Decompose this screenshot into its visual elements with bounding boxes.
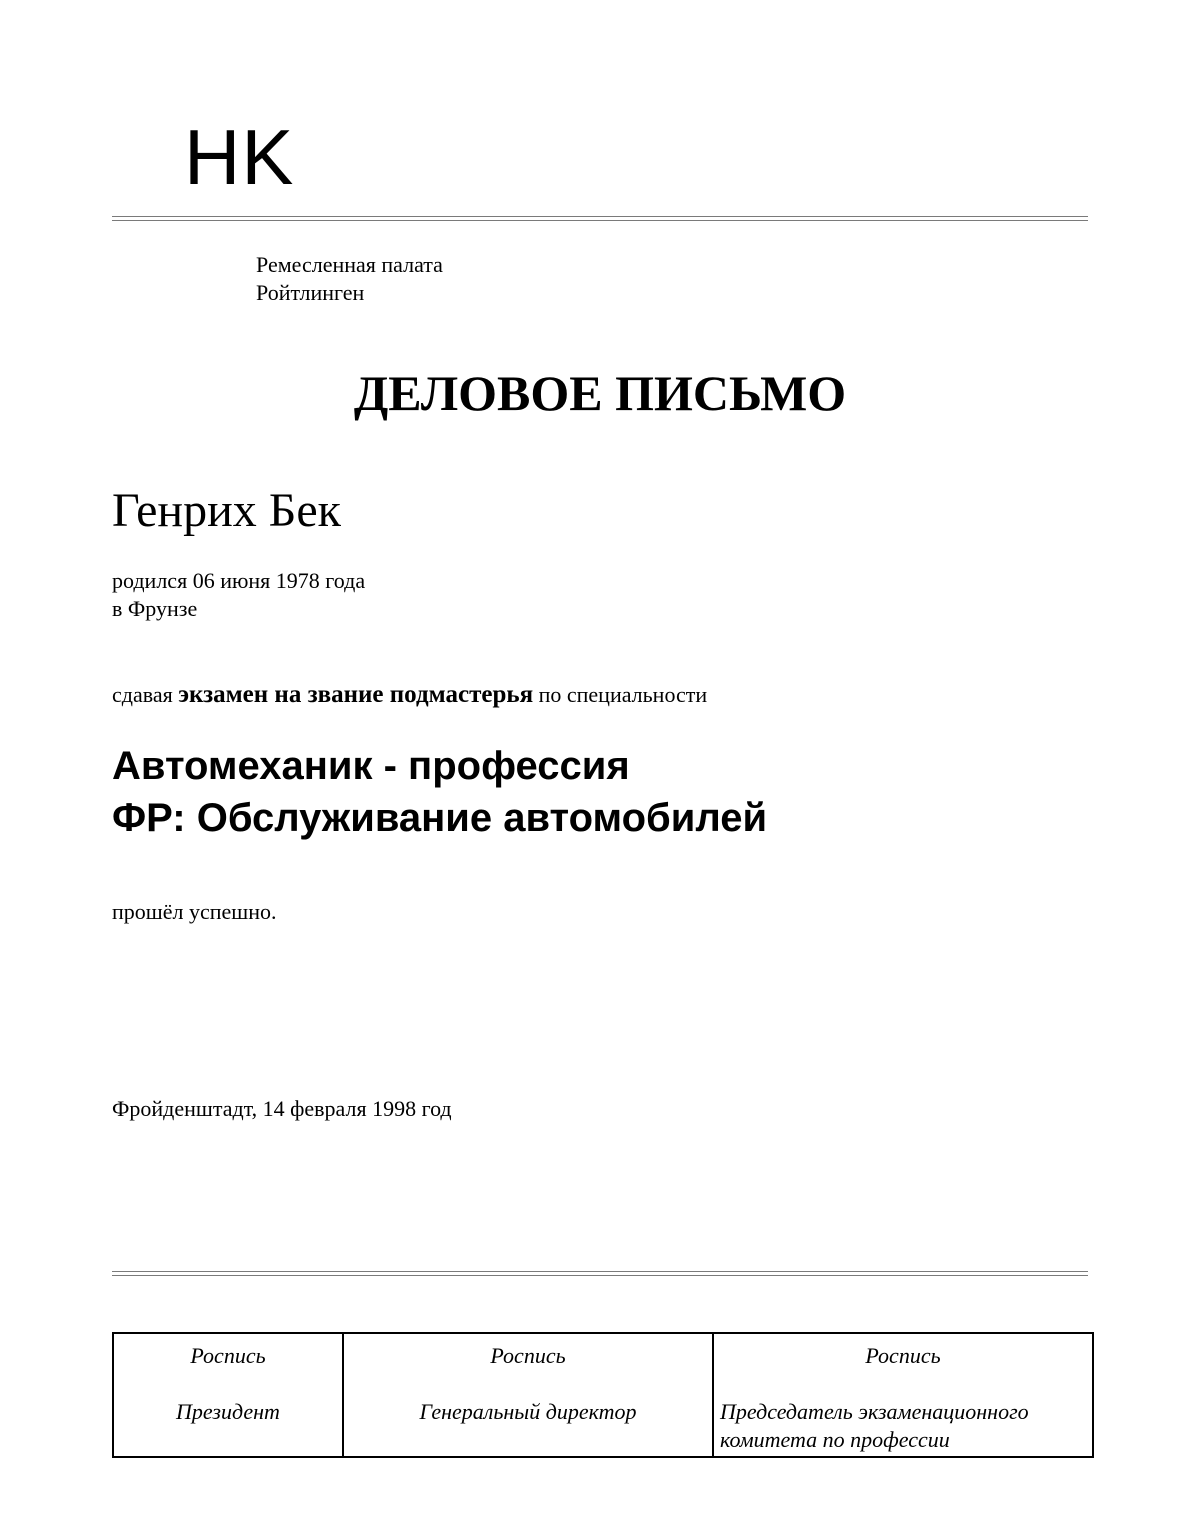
- organization-line-1: Ремесленная палата: [256, 252, 443, 277]
- exam-statement: [112, 680, 707, 710]
- signature-cell-chairman: [713, 1333, 1093, 1457]
- signature-cell-president: [113, 1333, 343, 1457]
- exam-title: экзамен на звание подмастерья: [178, 681, 534, 708]
- birth-place: в Фрунзе: [112, 596, 198, 621]
- signature-caption: Роспись: [190, 1343, 266, 1368]
- birth-info: [112, 567, 365, 623]
- profession-specialization: ФР: Обслуживание автомобилей: [112, 796, 768, 840]
- exam-prefix: сдавая: [112, 682, 179, 707]
- place-and-date: Фройденштадт, 14 февраля 1998 год: [112, 1096, 452, 1121]
- signature-cell-director: [343, 1333, 713, 1457]
- signature-row: [113, 1333, 1093, 1457]
- header-divider: [112, 216, 1088, 221]
- footer-divider: [112, 1271, 1088, 1276]
- signature-table: [112, 1332, 1094, 1458]
- signature-role: Президент: [176, 1399, 280, 1424]
- document-title: ДЕЛОВОЕ ПИСЬМО: [353, 365, 847, 421]
- organization-line-2: Ройтлинген: [256, 280, 365, 305]
- profession-name: Автомеханик - профессия: [112, 744, 630, 788]
- signature-caption: Роспись: [865, 1343, 941, 1368]
- organization-address: [256, 251, 443, 307]
- signature-role: Председатель экзаменационного комитета по профессии: [720, 1399, 1029, 1452]
- signature-caption: Роспись: [490, 1343, 566, 1368]
- exam-suffix: по специальности: [533, 682, 708, 707]
- person-name: Генрих Бек: [112, 484, 341, 537]
- profession-block: [112, 740, 767, 844]
- exam-result: прошёл успешно.: [112, 899, 277, 924]
- signature-role: Генеральный директор: [419, 1399, 637, 1424]
- birth-date: родился 06 июня 1978 года: [112, 568, 366, 593]
- organization-logo: HK: [184, 113, 295, 201]
